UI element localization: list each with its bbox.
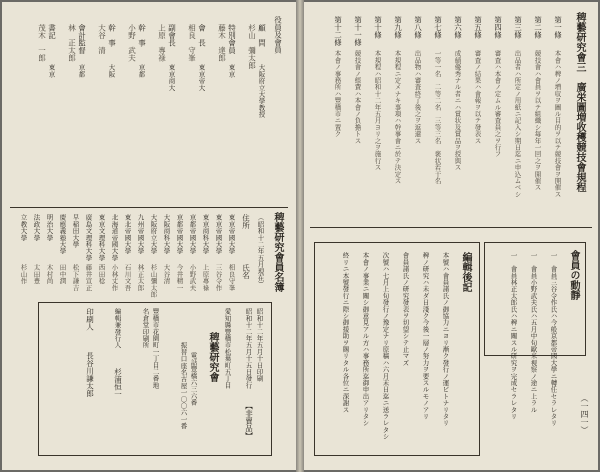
postscript-line: 本號ハ會員諸氏ノ御協力ニヨリ漸ク發行ノ運ビトナリタリ [441, 252, 450, 427]
officer-role: 會 長 [197, 24, 207, 47]
officer-org: 大阪府立大學教授 [257, 64, 266, 118]
member-addr: 大阪府立大學 [149, 214, 158, 255]
member-name: 木村尚 [45, 264, 54, 285]
colophon-print-date: 昭和十二年五月十日印刷 [255, 308, 264, 382]
colophon-society: 稗藝研究會 [207, 332, 218, 382]
officer-org: 大阪 [107, 64, 116, 78]
postscript-line: 會員諸氏ノ研究發表ヲ切望シテ止マズ [401, 252, 410, 366]
member-addr: 東京文理科大學 [97, 214, 106, 261]
right-page [304, 2, 598, 470]
officer-role: 幹 事 [107, 24, 117, 47]
officer-role: 書記 [47, 24, 57, 39]
book-gutter [296, 0, 304, 472]
member-addr: 東北帝國大學 [123, 214, 132, 255]
colophon-phone: 電話豐橋六三六番 [189, 352, 198, 406]
officer-name: 相良 守峯 [187, 24, 197, 62]
officer-name: 林 正太郎 [67, 24, 77, 62]
divider [310, 227, 592, 228]
article-text: 本規程ハ昭和十二年五月ヨリ之ヲ施行ス [373, 50, 382, 171]
officer-name: 杉山 彌太郎 [247, 24, 257, 69]
member-addr: 東京帝國大學 [227, 214, 236, 255]
colophon-printshop: 名倉堂印刷所 [141, 308, 150, 349]
member-name: 小野武夫 [188, 264, 197, 291]
member-name: 上原專祿 [201, 264, 210, 291]
member-name: 太田豊 [32, 264, 41, 285]
article-text: 出品者ハ所定ノ用紙ニ記入シ期日迄ニ申込ムベシ [513, 50, 522, 198]
article-number: 第十一條 [353, 16, 363, 46]
article-number: 第二條 [533, 16, 543, 39]
rules-title: 稗藝研究會三 廣栄圖増收穫競技會規程 [574, 12, 585, 192]
article-number: 第八條 [413, 16, 423, 39]
news-item: 一 會員小野武夫氏ハ五月中旬歐米視察ノ途ニ上ラル [529, 252, 538, 413]
article-text: 本規程ニ定メナキ事項ハ幹事會ニ於テ決定ス [393, 50, 402, 184]
colophon-printer-addr: 豐橋市花園町一丁目二番地 [151, 308, 160, 389]
member-addr: 立教大學 [19, 214, 28, 241]
officer-org: 東京帝大 [197, 64, 206, 91]
member-name: 石川文吾 [123, 264, 132, 291]
article-number: 第三條 [513, 16, 523, 39]
member-addr: 東京帝國大學 [214, 214, 223, 255]
members-date: （昭和十二年五月現在） [256, 214, 265, 288]
member-name: 田中潤 [58, 264, 67, 285]
colophon-editor-label: 編輯兼發行人 [113, 308, 122, 349]
divider [10, 207, 288, 208]
article-text: 成績優秀ナル者ニハ賞状及賞品ヲ授與ス [453, 50, 462, 171]
article-number: 第四條 [493, 16, 503, 39]
member-name: 松下謙吉 [71, 264, 80, 291]
member-addr: 明治大學 [45, 214, 54, 241]
postscript-box [314, 242, 480, 456]
member-name: 三谷令作 [214, 264, 223, 291]
article-number: 第五條 [473, 16, 483, 39]
colophon-address: 愛知縣豐橋市松葉町五丁目 [223, 308, 232, 389]
member-addr: 東京商科大學 [201, 214, 210, 255]
member-addr: 北海道帝國大學 [110, 214, 119, 261]
postscript-line: 本會ノ事業ニ關シ御意見アル方ハ事務所迄御申出アリタシ [361, 252, 370, 427]
article-text: 競技會ノ經費ハ本會ノ負擔トス [353, 50, 362, 144]
member-name: 杉山作 [19, 264, 28, 285]
postscript-line: 稗ノ研究ハ未ダ日淺ク今後一層ノ努力ヲ要スルモノアリ [421, 252, 430, 420]
member-name: 杉山彌太郎 [149, 264, 158, 298]
colophon-editor: 杉浦恒一 [113, 368, 123, 398]
officer-role: 幹 事 [137, 24, 147, 47]
member-addr: 京都帝國大學 [188, 214, 197, 255]
member-name: 相良守峯 [227, 264, 236, 291]
article-number: 第十二條 [333, 16, 343, 46]
officer-name: 小野 武夫 [127, 24, 137, 62]
article-number: 第十條 [373, 16, 383, 39]
officers-header: 役員及會員 [273, 16, 283, 54]
officer-name: 藤木 達郎 [217, 24, 227, 62]
member-addr: 早稲田大學 [71, 214, 80, 248]
officer-org: 京都 [137, 64, 146, 78]
member-name: 林正太郎 [136, 264, 145, 291]
members-header-name: 氏名 [241, 264, 251, 279]
member-name: 小林丈作 [110, 264, 119, 291]
officer-org: 東京 [47, 64, 56, 78]
news-item: 一 會員三谷令作氏ハ今般京都帝國大學ニ轉任セラレタリ [549, 252, 558, 427]
member-name: 藤井宣正 [84, 264, 93, 291]
officer-role: 顧 問 [257, 24, 267, 47]
article-text: 本會ハ稗ノ増収ヲ圖ル目的ヲ以テ競技會ヲ開催ス [553, 50, 562, 198]
left-page [2, 2, 296, 470]
officer-org: 東京 [227, 64, 236, 78]
postscript-title: 編輯後記 [460, 252, 471, 292]
article-text: 一等一名 二等二名 三等三名 褒状若干名 [433, 50, 442, 184]
members-header-addr: 住所 [241, 214, 251, 229]
member-addr: 京都帝國大學 [175, 214, 184, 255]
member-name: 西田稔 [97, 264, 106, 285]
officer-name: 茂木 一郎 [37, 24, 47, 62]
news-item: 一 會員林正太郎氏ハ稗ニ關スル研究ヲ完成セラレタリ [509, 252, 518, 420]
officer-org: 東京商大 [167, 64, 176, 91]
officer-name: 上原 專祿 [157, 24, 167, 62]
colophon-publish-date: 昭和十二年五月十五日發行 [244, 308, 253, 389]
members-title: 稗藝研究會員名簿 [272, 212, 283, 292]
officer-org: 京都 [77, 64, 86, 78]
article-text: 競技會ハ會員ヲ以テ組織シ毎年一回之ヲ開催ス [533, 50, 542, 191]
article-number: 第七條 [433, 16, 443, 39]
member-addr: 九州帝國大學 [136, 214, 145, 255]
article-text: 審査ノ結果ハ會報ヲ以テ發表ス [473, 50, 482, 144]
article-text: 審査ハ本會ノ定ムル審査員之ヲ行フ [493, 50, 502, 158]
member-name: 今井精一 [175, 264, 184, 291]
officer-role: 會計監督 [77, 24, 87, 54]
colophon-not-for-sale: 【非賣品】 [244, 402, 254, 440]
colophon-printer-label: 印刷人 [85, 308, 95, 331]
member-addr: 大阪商科大學 [162, 214, 171, 255]
member-addr: 廣島文理科大學 [84, 214, 93, 261]
colophon-account: 振替口座名古屋一〇〇六一番 [179, 342, 188, 430]
article-number: 第九條 [393, 16, 403, 39]
member-addr: 法政大學 [32, 214, 41, 241]
member-addr: 慶應義塾大學 [58, 214, 67, 255]
officer-name: 大谷 清 [97, 24, 107, 54]
article-text: 出品物ハ審査終了後之ヲ返還ス [413, 50, 422, 144]
article-number: 第一條 [553, 16, 563, 39]
news-title: 會員の動靜 [568, 250, 579, 300]
member-name: 大谷清 [162, 264, 171, 285]
officer-role: 特別會員 [227, 24, 237, 54]
postscript-line: 次號ハ七月上旬發行ノ豫定ナリ原稿ハ六月末日迄ニ送ラレタシ [381, 252, 390, 440]
colophon-printer: 長谷川謙太郎 [85, 352, 95, 397]
page-number: （一四一） [580, 394, 589, 434]
article-text: 本會ノ事務所ハ豐橋市ニ置ク [333, 50, 342, 138]
officer-role: 副會長 [167, 24, 177, 47]
article-number: 第六條 [453, 16, 463, 39]
postscript-line: 終リニ本號發行ニ際シ御援助ヲ賜リタル各位ニ深謝ス [341, 252, 350, 413]
